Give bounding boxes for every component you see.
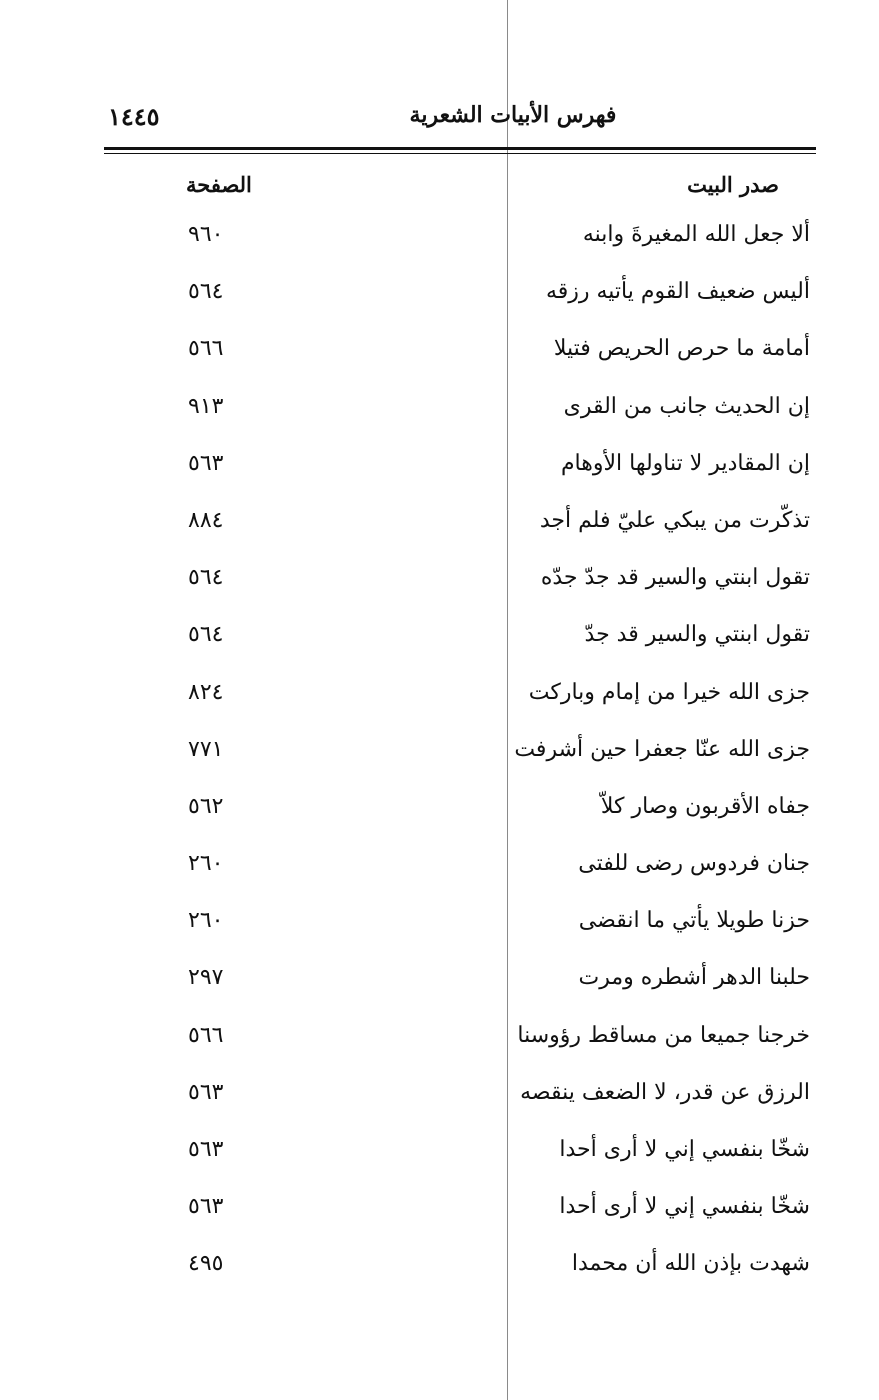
- verse-first-line: جنان فردوس رضى للفتى: [578, 851, 810, 877]
- verse-first-line: خرجنا جميعا من مساقط رؤوسنا: [517, 1022, 810, 1048]
- page-reference: ٥٦٢: [188, 793, 224, 819]
- verse-first-line: حزنا طويلا يأتي ما انقضى: [578, 908, 810, 934]
- column-header-first-line: صدر البيت: [687, 172, 779, 197]
- table-row: [104, 668, 816, 725]
- page-reference: ٩٦٠: [188, 222, 224, 247]
- table-row: [104, 1239, 816, 1296]
- table-row: [104, 896, 816, 953]
- verse-first-line: إن الحديث جانب من القرى: [563, 393, 810, 419]
- verse-first-line: أليس ضعيف القوم يأتيه رزقه: [545, 279, 810, 305]
- table-row: [104, 210, 816, 267]
- page-reference: ٩١٣: [188, 393, 224, 419]
- index-table: [104, 210, 816, 1297]
- page-reference: ٢٦٠: [188, 908, 224, 934]
- page-reference: ٤٩٥: [188, 1251, 224, 1277]
- table-row: [104, 324, 816, 381]
- verse-first-line: ألا جعل الله المغيرةَ وابنه: [582, 222, 810, 247]
- page-reference: ٥٦٦: [188, 1022, 224, 1048]
- verse-first-line: أمامة ما حرص الحريص فتيلا: [553, 336, 810, 362]
- table-row: [104, 1125, 816, 1182]
- verse-first-line: جفاه الأقربون وصار كلاّ: [600, 793, 810, 819]
- verse-first-line: حلبنا الدهر أشطره ومرت: [578, 965, 810, 991]
- verse-first-line: شخّا بنفسي إني لا أرى أحدا: [559, 1194, 810, 1220]
- page-reference: ٢٩٧: [188, 965, 224, 991]
- page-reference: ٨٢٤: [188, 679, 224, 705]
- verse-first-line: تقول ابنتي والسير قد جدّ: [584, 622, 810, 648]
- header-rule-thick: [104, 147, 816, 150]
- verse-first-line: جزى الله عنّا جعفرا حين أشرفت: [514, 736, 810, 762]
- table-row: [104, 953, 816, 1010]
- page-reference: ٥٦٤: [188, 565, 224, 591]
- table-row: [104, 610, 816, 667]
- table-row: [104, 1011, 816, 1068]
- page-header: [104, 96, 816, 140]
- table-row: [104, 382, 816, 439]
- page-title: فهرس الأبيات الشعرية: [409, 102, 617, 128]
- page-reference: ٥٦٤: [188, 279, 224, 305]
- page-reference: ٥٦٣: [188, 1137, 224, 1162]
- page-reference: ٨٨٤: [188, 507, 224, 533]
- table-row: [104, 725, 816, 782]
- page-reference: ٧٧١: [188, 736, 224, 762]
- page-reference: ٥٦٣: [188, 1079, 224, 1105]
- verse-first-line: شخّا بنفسي إني لا أرى أحدا: [559, 1137, 810, 1162]
- table-row: [104, 267, 816, 324]
- page-reference: ٥٦٦: [188, 336, 224, 362]
- table-row: [104, 496, 816, 553]
- table-row: [104, 782, 816, 839]
- page-number: ١٤٤٥: [108, 102, 160, 131]
- table-row: [104, 439, 816, 496]
- verse-first-line: تقول ابنتي والسير قد جدّ جدّه: [540, 565, 810, 591]
- verse-first-line: شهدت بإذن الله أن محمدا: [571, 1251, 810, 1277]
- page-reference: ٥٦٤: [188, 622, 224, 648]
- column-header-page: الصفحة: [186, 172, 252, 197]
- header-rule-thin: [104, 153, 816, 154]
- table-row: [104, 553, 816, 610]
- verse-first-line: جزى الله خيرا من إمام وباركت: [528, 679, 810, 705]
- verse-first-line: تذكّرت من يبكي عليّ فلم أجد: [539, 507, 810, 533]
- verse-first-line: الرزق عن قدر، لا الضعف ينقصه: [520, 1079, 810, 1105]
- table-row: [104, 1182, 816, 1239]
- page-reference: ٢٦٠: [188, 851, 224, 877]
- page-reference: ٥٦٣: [188, 1194, 224, 1220]
- verse-first-line: إن المقادير لا تناولها الأوهام: [560, 450, 810, 476]
- table-row: [104, 1068, 816, 1125]
- table-row: [104, 839, 816, 896]
- page-reference: ٥٦٣: [188, 450, 224, 476]
